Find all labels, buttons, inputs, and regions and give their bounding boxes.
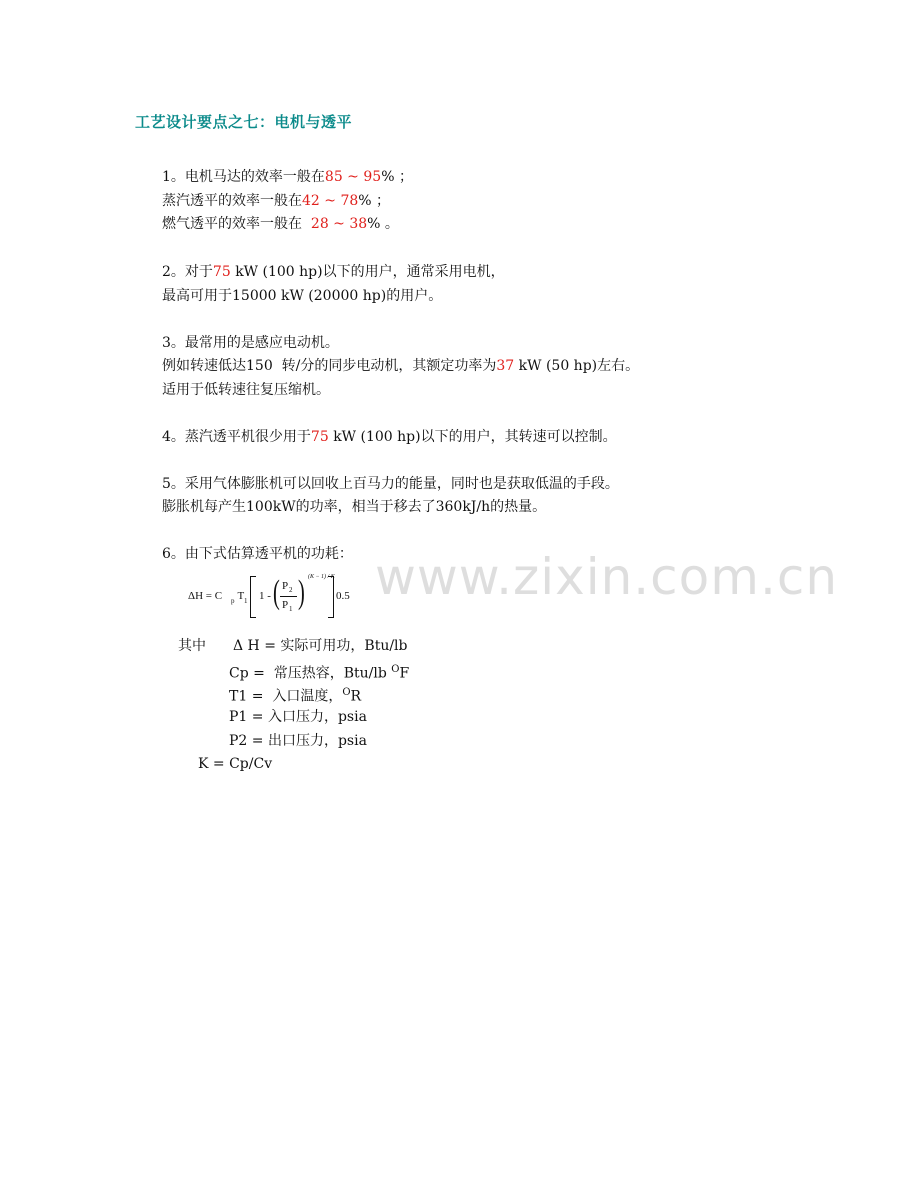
formula-cp-sub: p	[231, 597, 235, 605]
text: 1。电机马达的效率一般在	[162, 169, 325, 185]
watermark: www.zixin.com.cn	[375, 548, 839, 606]
text: 2。对于	[162, 264, 213, 280]
text: 蒸汽透平的效率一般在	[162, 193, 302, 209]
formula-num-sub: 2	[289, 586, 293, 594]
text: % 。	[367, 216, 399, 232]
text: % ；	[381, 169, 413, 185]
fraction-bar	[280, 596, 297, 597]
formula-exponent: (K − 1) / K	[308, 574, 335, 580]
degree-sup: O	[342, 687, 351, 698]
turbine-formula-intro: 6。由下式估算透平机的功耗：	[162, 546, 353, 562]
text: % ；	[358, 193, 391, 209]
power-formula	[188, 574, 368, 620]
steam-turbine-line	[162, 428, 617, 446]
formula-one-minus: 1 -	[259, 590, 271, 602]
highlight-value: 42 ~ 78	[302, 193, 359, 209]
highlight-value: 85 ~ 95	[324, 169, 382, 185]
page-title: 工艺设计要点之七：电机与透平	[135, 113, 353, 131]
formula-lhs: ΔH = C	[188, 590, 223, 602]
definition-cp	[229, 661, 409, 683]
formula-den-sub: 1	[289, 605, 293, 613]
expander-power-line: 膨胀机每产生100kW的功率，相当于移去了360kJ/h的热量。	[162, 499, 547, 515]
formula-t: T	[235, 590, 245, 602]
definition-t1	[229, 684, 361, 706]
sync-motor-line	[162, 357, 639, 375]
text: F	[399, 665, 410, 682]
text: 燃气透平的效率一般在	[162, 216, 311, 232]
formula-num: P	[282, 580, 289, 592]
highlight-value: 37	[496, 358, 515, 374]
compressor-line: 适用于低转速往复压缩机。	[162, 382, 330, 398]
left-bracket	[250, 576, 256, 618]
text: kW (100 hp)以下的用户，其转速可以控制。	[328, 429, 617, 445]
formula-tail: 0.5	[336, 590, 350, 602]
definition-p1: P1 = 入口压力，psia	[229, 709, 367, 725]
motor-usage-line	[162, 263, 505, 281]
text: R	[350, 688, 362, 705]
formula-t-sub: 1	[244, 597, 248, 605]
definition-dh: Δ H = 实际可用功，Btu/lb	[233, 638, 408, 654]
definitions-lead: 其中	[178, 638, 206, 654]
definition-p2: P2 = 出口压力，psia	[229, 733, 367, 749]
right-bracket	[328, 576, 334, 618]
efficiency-motor-line	[162, 168, 413, 186]
expander-line: 5。采用气体膨胀机可以回收上百马力的能量，同时也是获取低温的手段。	[162, 476, 619, 492]
text: 例如转速低达150 转/分的同步电动机，其额定功率为	[162, 358, 497, 374]
highlight-value: 75	[212, 264, 231, 280]
text: kW (50 hp)左右。	[514, 358, 640, 374]
formula-den: P	[282, 599, 289, 611]
motor-max-line: 最高可用于15000 kW (20000 hp)的用户。	[162, 288, 443, 304]
right-paren: )	[298, 574, 305, 611]
text: kW (100 hp)以下的用户，通常采用电机，	[230, 264, 505, 280]
induction-motor-line: 3。最常用的是感应电动机。	[162, 335, 339, 351]
highlight-value: 28 ~ 38	[310, 216, 368, 232]
text: T1 = 入口温度，	[229, 688, 343, 705]
text: Cp = 常压热容，Btu/lb	[229, 665, 392, 682]
highlight-value: 75	[310, 429, 329, 445]
efficiency-gas-line	[162, 215, 399, 233]
left-paren: (	[273, 574, 280, 611]
definition-k: K = Cp/Cv	[198, 756, 273, 772]
efficiency-steam-line	[162, 192, 390, 210]
degree-sup: O	[391, 664, 400, 675]
text: 4。蒸汽透平机很少用于	[162, 429, 311, 445]
